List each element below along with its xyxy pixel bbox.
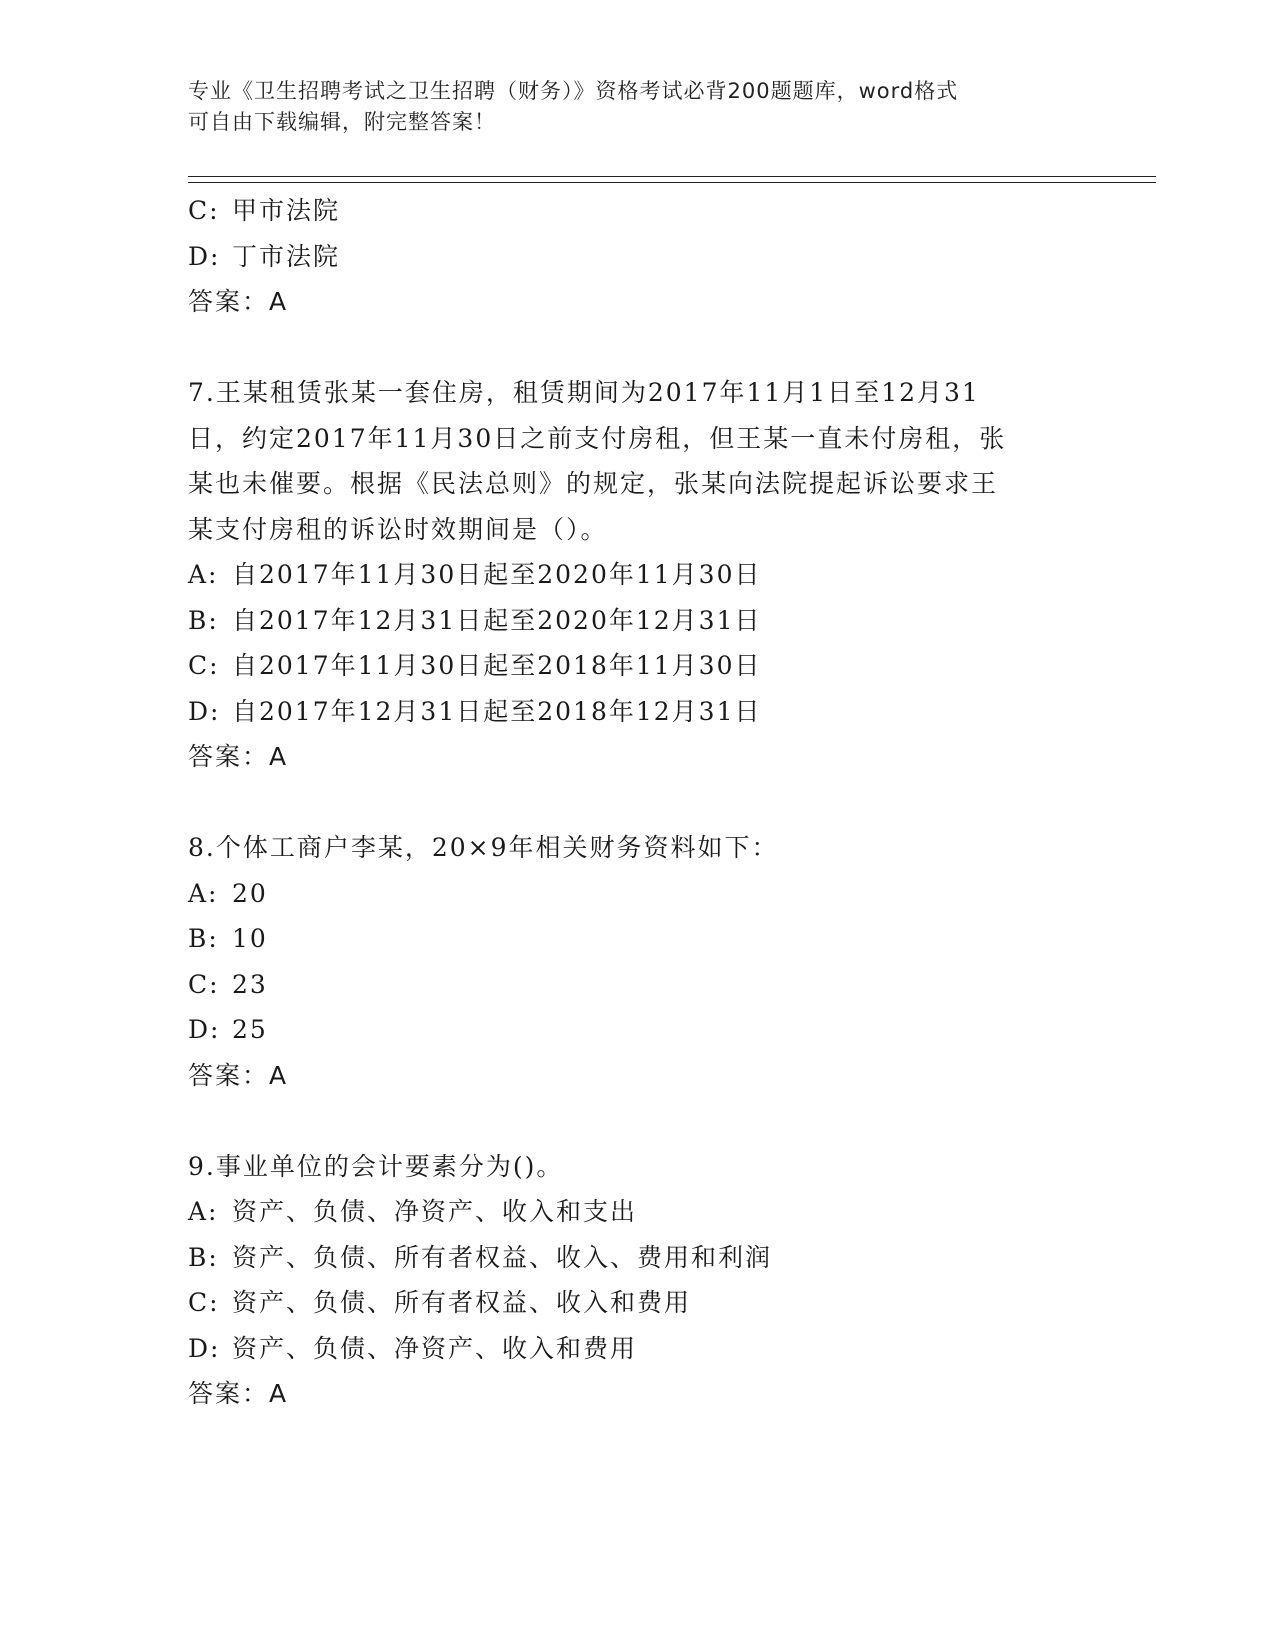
- option-a: [188, 1189, 1088, 1235]
- option-b: [188, 916, 1088, 962]
- option-letter: B:: [188, 924, 219, 953]
- option-text: 自2017年11月30日起至2018年11月30日: [232, 651, 762, 680]
- option-d: [188, 1326, 1088, 1372]
- option-d: [188, 1007, 1088, 1053]
- option-letter: D:: [188, 241, 221, 271]
- option-text: 甲市法院: [232, 196, 341, 225]
- option-b: [188, 598, 1088, 644]
- option-letter: C:: [188, 651, 220, 680]
- question-9: [188, 1144, 1088, 1417]
- option-letter: C:: [188, 196, 220, 225]
- option-letter: C:: [188, 1288, 220, 1317]
- question-stem-line: 9.事业单位的会计要素分为()。: [188, 1151, 564, 1181]
- document-body: [188, 188, 1088, 1417]
- header-line-2: 可自由下载编辑，附完整答案！: [188, 110, 496, 134]
- question-7: [188, 370, 1088, 780]
- spacer: [188, 325, 1088, 371]
- option-letter: B:: [188, 1242, 219, 1272]
- option-a: [188, 871, 1088, 917]
- option-letter: A:: [188, 878, 219, 908]
- option-text: 23: [232, 969, 268, 999]
- option-text: 资产、负债、净资产、收入和支出: [232, 1197, 638, 1226]
- document-header: [188, 76, 1068, 138]
- answer-line: 答案：A: [188, 1060, 289, 1090]
- option-letter: B:: [188, 605, 219, 635]
- option-text: 自2017年12月31日起至2020年12月31日: [232, 605, 762, 635]
- option-c: [188, 1280, 1088, 1326]
- option-letter: A:: [188, 1197, 219, 1226]
- option-d: [188, 234, 1088, 280]
- question-stem-line: 某支付房租的诉讼时效期间是（）。: [188, 514, 608, 544]
- header-rule-bottom: [188, 182, 1156, 183]
- option-text: 资产、负债、净资产、收入和费用: [232, 1333, 638, 1363]
- answer-line: 答案：A: [188, 742, 289, 771]
- option-b: [188, 1235, 1088, 1281]
- option-letter: D:: [188, 1333, 221, 1363]
- option-letter: C:: [188, 969, 220, 999]
- continued-question: [188, 188, 1088, 325]
- option-d: [188, 689, 1088, 735]
- option-text: 自2017年12月31日起至2018年12月31日: [232, 696, 762, 726]
- option-text: 资产、负债、所有者权益、收入和费用: [232, 1288, 692, 1317]
- option-text: 10: [232, 924, 268, 953]
- option-c: [188, 962, 1088, 1008]
- spacer: [188, 780, 1088, 826]
- question-stem-line: 日，约定2017年11月30日之前支付房租，但王某一直未付房租，张: [188, 423, 1007, 453]
- option-letter: D:: [188, 696, 221, 726]
- option-text: 25: [232, 1015, 268, 1044]
- question-stem-line: 某也未催要。根据《民法总则》的规定，张某向法院提起诉讼要求王: [188, 469, 999, 498]
- option-text: 丁市法院: [232, 241, 341, 271]
- header-line-1: 专业《卫生招聘考试之卫生招聘（财务）》资格考试必背200题题库，word格式: [188, 79, 959, 103]
- answer-line: 答案：A: [188, 1379, 289, 1408]
- option-letter: D:: [188, 1015, 221, 1044]
- option-text: 自2017年11月30日起至2020年11月30日: [232, 560, 762, 589]
- answer-line: 答案：A: [188, 287, 289, 316]
- question-8: [188, 825, 1088, 1098]
- option-text: 资产、负债、所有者权益、收入、费用和利润: [232, 1242, 773, 1272]
- spacer: [188, 1098, 1088, 1144]
- question-stem-line: 7.王某租赁张某一套住房，租赁期间为2017年11月1日至12月31: [188, 378, 980, 407]
- option-a: [188, 552, 1088, 598]
- question-stem-line: 8.个体工商户李某，20×9年相关财务资料如下：: [188, 833, 779, 862]
- option-c: [188, 643, 1088, 689]
- option-text: 20: [232, 878, 268, 908]
- header-rule-top: [188, 176, 1156, 177]
- option-letter: A:: [188, 560, 219, 589]
- option-c: [188, 188, 1088, 234]
